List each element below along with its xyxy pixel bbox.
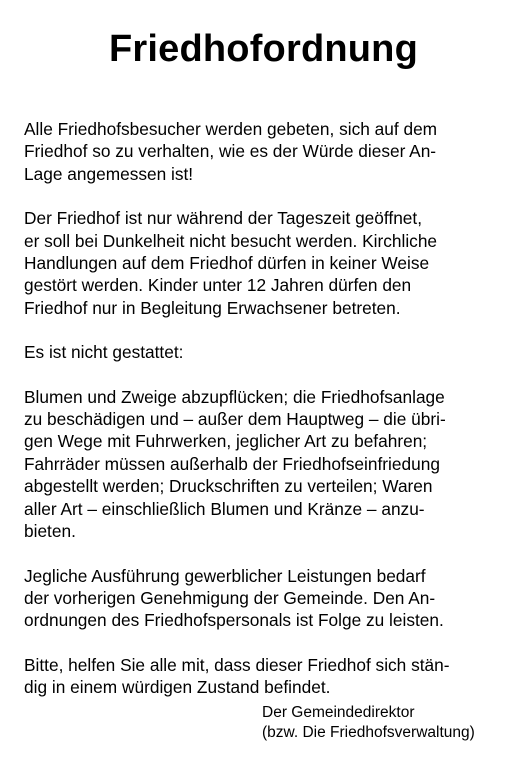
text-line: Handlungen auf dem Friedhof dürfen in keiner Weise: [24, 253, 430, 274]
text-line: ordnungen des Friedhofspersonals ist Folge zu leisten.: [24, 610, 444, 631]
text-line: Bitte, helfen Sie alle mit, dass dieser Friedhof sich stän-: [24, 654, 450, 675]
paragraph-opening-hours: [24, 207, 504, 319]
text-line: Friedhof so zu verhalten, wie es der Würde dieser An-: [24, 141, 437, 162]
text-line: dig in einem würdigen Zustand befindet.: [24, 677, 331, 698]
document-title: Friedhofordnung: [108, 28, 419, 70]
text-line: er soll bei Dunkelheit nicht besucht werden. Kirchliche: [24, 230, 438, 251]
text-line: zu beschädigen und – außer dem Hauptweg – die übri-: [24, 409, 446, 430]
signature-title: Der Gemeindedirektor: [262, 704, 415, 721]
text-line: Lage angemessen ist!: [24, 163, 194, 184]
text-line: Friedhof nur in Begleitung Erwachsener betreten.: [24, 297, 401, 318]
text-line: abgestellt werden; Druckschriften zu verteilen; Waren: [24, 476, 433, 497]
signature-subtitle: (bzw. Die Friedhofsverwaltung): [262, 724, 475, 741]
text-line: gen Wege mit Fuhrwerken, jeglicher Art zu befahren;: [24, 431, 428, 452]
text-line: der vorherigen Genehmigung der Gemeinde. Den An-: [24, 587, 436, 608]
text-line: Blumen und Zweige abzupflücken; die Friedhofsanlage: [24, 386, 445, 407]
paragraph-commercial-services: [24, 565, 504, 632]
text-line: Alle Friedhofsbesucher werden gebeten, sich auf dem: [24, 119, 438, 139]
paragraph-closing-request: [24, 654, 504, 699]
text-line: Der Friedhof ist nur während der Tageszeit geöffnet,: [24, 208, 423, 229]
text-line: Fahrräder müssen außerhalb der Friedhofseinfriedung: [24, 453, 440, 474]
text-line: aller Art – einschließlich Blumen und Kränze – anzu-: [24, 498, 425, 519]
text-line: Es ist nicht gestattet:: [24, 342, 184, 363]
text-line: Jegliche Ausführung gewerblicher Leistungen bedarf: [24, 565, 426, 586]
paragraph-prohibitions: [24, 386, 504, 543]
paragraph-not-permitted-heading: [24, 341, 504, 363]
document-body: [24, 118, 504, 721]
text-line: gestört werden. Kinder unter 12 Jahren dürfen den: [24, 275, 412, 296]
paragraph-intro: [24, 118, 504, 185]
signature-block: [262, 703, 475, 743]
text-line: bieten.: [24, 521, 76, 542]
